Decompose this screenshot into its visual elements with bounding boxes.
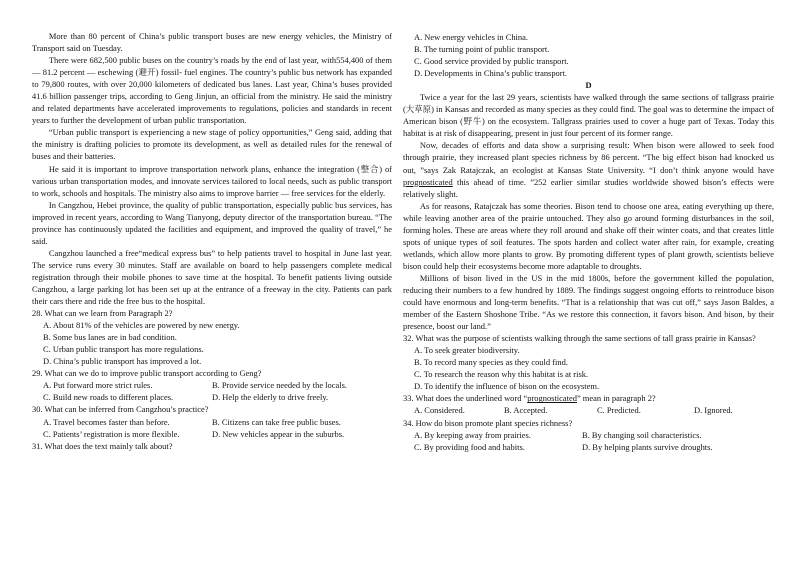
left-column — [32, 30, 392, 452]
question-30-option-b[interactable]: B. Citizens can take free public buses. — [212, 416, 341, 427]
question-33-stem — [403, 392, 774, 404]
passage-d-paragraph-2-text-b: this ahead of time. ”252 earlier similar studies worldwide showed bison’s effects were relatively slight. — [403, 176, 774, 199]
passage-c-paragraph-6: Cangzhou launched a free“medical express bus” to help patients travel to hospital in June last year. The service runs every 30 minutes. Staff are available on board to help passengers complete medical registration through their mobile phones to save time at the hospital. To benefit patients living outside Cangzhou, a large parking lot has been set up at the entrance of a freeway in the city. Patients can park their cars there and ride the free bus to the hospital. — [32, 247, 392, 307]
question-33-option-a[interactable]: A. Considered. — [414, 405, 465, 416]
question-32-option-b[interactable]: B. To record many species as they could find. — [414, 357, 568, 368]
question-30-option-c[interactable]: C. Patients’ registration is more flexible. — [43, 428, 180, 439]
question-33-option-d[interactable]: D. Ignored. — [694, 405, 733, 416]
question-29-option-a[interactable]: A. Put forward more strict rules. — [43, 380, 153, 391]
passage-c-paragraph-5: In Cangzhou, Hebei province, the quality of public transportation, especially public bus services, has improved in recent years, according to Wang Tianyong, deputy director of the transportation bureau. “The province has continuously updated the facilities and equipment, and improved the quality of travel,” he said. — [32, 199, 392, 246]
passage-d-paragraph-1: Twice a year for the last 29 years, scientists have walked through the same sections of tallgrass prairie (大草原) in Kansas and recorded as many species as they could find. The goal was to determine the impact of American bison (野牛) on the ecosystem. Tallgrass prairies used to cover a huge part of Texas. Today this habitat is at risk of disappearing, present in just four percent of its former range. — [403, 92, 774, 139]
question-33-stem-a: 33. What does the underlined word “ — [403, 393, 528, 404]
question-30-option-d[interactable]: D. New vehicles appear in the suburbs. — [212, 428, 345, 439]
question-32-stem: 32. What was the purpose of scientists walking through the same sections of tall grass prairie in Kansas? — [403, 333, 756, 344]
question-28-option-b[interactable]: B. Some bus lanes are in bad condition. — [43, 332, 177, 343]
question-31-option-c[interactable]: C. Good service provided by public transport. — [414, 56, 569, 67]
question-32-option-c[interactable]: C. To research the reason why this habitat is at risk. — [414, 369, 589, 380]
question-33-option-b[interactable]: B. Accepted. — [504, 405, 548, 416]
question-34-option-b[interactable]: B. By changing soil characteristics. — [582, 429, 702, 440]
underlined-word: prognosticated — [403, 176, 453, 187]
question-31-stem: 31. What does the text mainly talk about? — [32, 440, 173, 451]
question-34-option-d[interactable]: D. By helping plants survive droughts. — [582, 441, 713, 452]
question-28 — [32, 307, 392, 367]
question-28-option-d[interactable]: D. China’s public transport has improved a lot. — [43, 356, 202, 367]
question-29-option-c[interactable]: C. Build new roads to different places. — [43, 392, 174, 403]
question-30-stem: 30. What can be inferred from Cangzhou’s practice? — [32, 404, 209, 415]
passage-d-paragraph-3: As for reasons, Ratajczak has some theories. Bison tend to choose one area, eating everything up there, while leaving another area of the prairie untouched. They also go around forming disturbances in the soil, forming holes. These are areas where they roll around and shake off their winter coats, and that creates little spots of unique types of soil features. The spots harden and collect water after rain, for example, creating wetlands, which allow more plants to grow. By promoting different types of plant growth, scientists believe bison could help their ecosystems become more adaptable to droughts. — [403, 200, 774, 271]
passage-c-paragraph-4: He said it is important to improve transportation network plans, enhance the integration (整合) of various urban transportation modes, and innovate services tailored to local needs, such as public transport to work, schools and hospitals. The ministry also aims to improve barrier — free services for the elderly. — [32, 163, 392, 198]
question-34-option-a[interactable]: A. By keeping away from prairies. — [414, 429, 531, 440]
question-29-option-b[interactable]: B. Provide service needed by the locals. — [212, 380, 347, 391]
question-30-option-a[interactable]: A. Travel becomes faster than before. — [43, 416, 170, 427]
question-30 — [32, 403, 392, 439]
question-28-option-a[interactable]: A. About 81% of the vehicles are powered by new energy. — [43, 320, 240, 331]
question-33-underlined-word: prognosticated — [527, 393, 577, 404]
question-28-stem: 28. What can we learn from Paragraph 2? — [32, 308, 173, 319]
question-34-option-c[interactable]: C. By providing food and habits. — [414, 441, 525, 452]
question-34 — [403, 417, 774, 453]
question-31-option-a[interactable]: A. New energy vehicles in China. — [414, 32, 528, 42]
question-29-option-d[interactable]: D. Help the elderly to drive freely. — [212, 392, 329, 403]
right-column — [403, 31, 774, 453]
question-29 — [32, 367, 392, 403]
passage-d-paragraph-2 — [403, 139, 774, 199]
question-31-option-d[interactable]: D. Developments in China’s public transport. — [414, 68, 568, 79]
question-33-option-c[interactable]: C. Predicted. — [597, 405, 641, 416]
question-31-option-b[interactable]: B. The turning point of public transport. — [414, 44, 550, 55]
passage-d-paragraph-4: Millions of bison lived in the US in the mid 1800s, before the government killed the population, reducing their numbers to a few hundred by 1889. The findings suggest ongoing efforts to reintroduce bison could have enormous and long-term benefits. “That is a relationship that was cut off,” says Jason Baldes, a member of the Eastern Shoshone Tribe. “As we restore this connection, it favors bison. And bison, by their presence, boost our land.” — [403, 272, 774, 332]
passage-c-paragraph-3: “Urban public transport is experiencing a new stage of policy opportunities,” Geng said, adding that the ministry is drafting policies to promote its development, as well as detailed rules for the renewal of buses and their batteries. — [32, 127, 392, 162]
passage-d-paragraph-2-text-a: Now, decades of efforts and data show a surprising result: When bison were allowed to seek food through prairie, they increased plant species richness by 86 percent. “The big effect bison had knocked us out, ”says Zak Ratajczak, an ecologist at Kansas State University. “I don’t think anyone would have — [403, 140, 774, 175]
section-d-heading: D — [585, 80, 592, 91]
question-32-option-d[interactable]: D. To identify the influence of bison on the ecosystem. — [414, 381, 600, 392]
question-32-option-a[interactable]: A. To seek greater biodiversity. — [414, 345, 520, 356]
question-32 — [403, 332, 774, 392]
question-29-stem: 29. What can we do to improve public transport according to Geng? — [32, 368, 262, 379]
question-33-stem-b: ” mean in paragraph 2? — [576, 393, 656, 404]
question-33 — [403, 392, 774, 416]
passage-c-paragraph-2: There were 682,500 public buses on the country’s roads by the end of last year, with554,400 of them — 81.2 percent — eschewing (避开) fossil- fuel engines. The country’s public bus network has expanded to 79,800 routes, with over 20,000 kilometers of dedicated bus lanes. Last year, China’s buses provided 41.6 billion passenger trips, according to Geng Jinjun, an official from the ministry. He said the ministry and related departments have accelerated improvements to regulations, policies and standards in recent years to further the development of urban public transportation. — [32, 55, 392, 126]
question-28-option-c[interactable]: C. Urban public transport has more regulations. — [43, 344, 204, 355]
passage-c-paragraph-1: More than 80 percent of China’s public transport buses are new energy vehicles, the Ministry of Transport said on Tuesday. — [32, 31, 392, 54]
question-34-stem: 34. How do bison promote plant species richness? — [403, 417, 573, 428]
